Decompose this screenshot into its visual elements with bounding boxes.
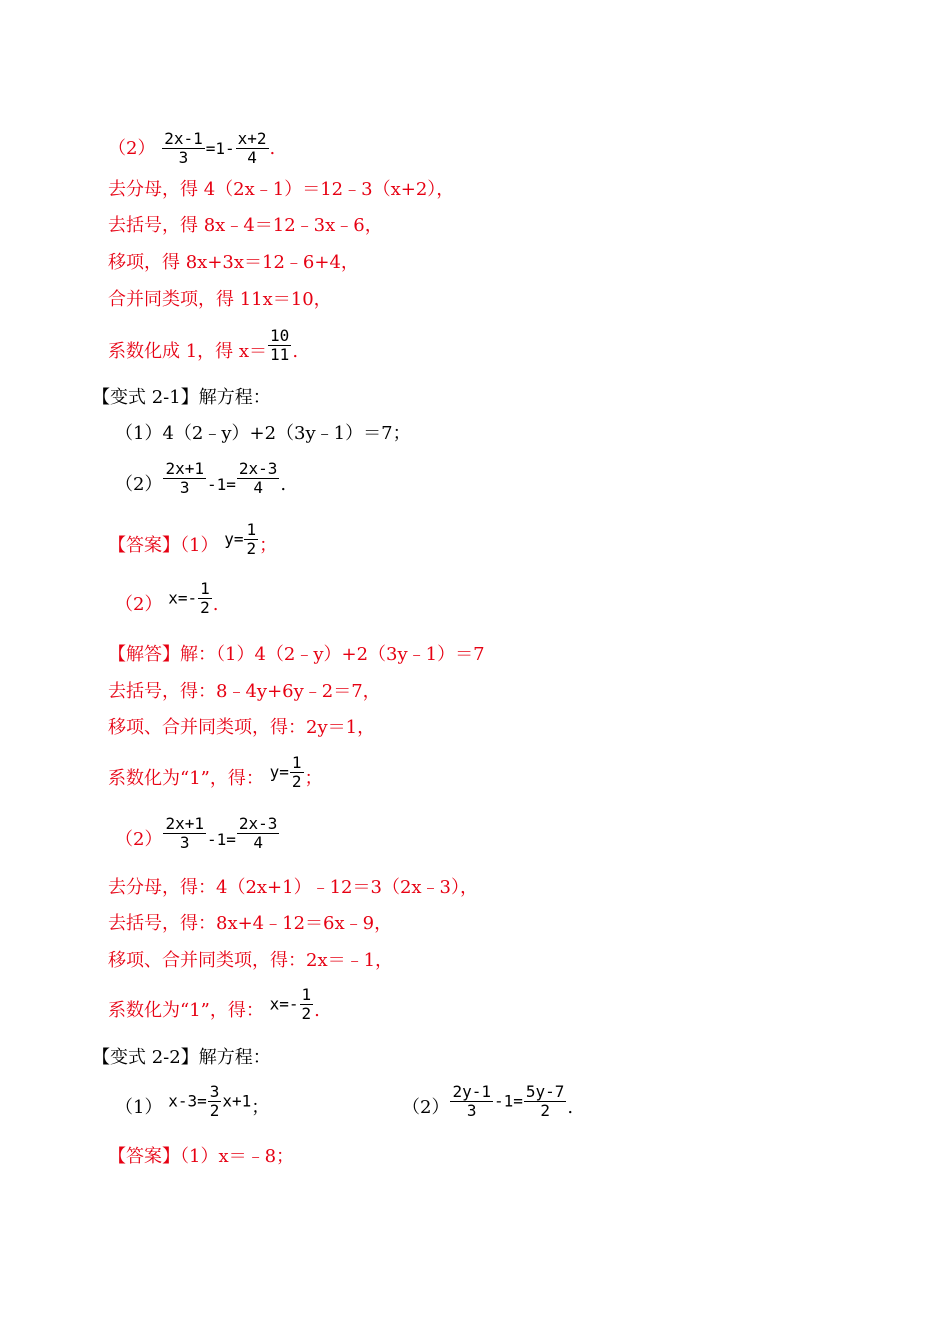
fraction xyxy=(163,460,206,497)
numerator: 1 xyxy=(291,753,302,772)
solution-step: 移项，得 8x+3x＝12﹣6+4， xyxy=(108,252,359,273)
numerator: 1 xyxy=(200,579,210,598)
numerator: 2x-3 xyxy=(238,459,278,478)
answer-tag: 【答案】 xyxy=(108,1146,180,1167)
fraction xyxy=(237,815,280,852)
numerator: x+2 xyxy=(237,129,267,148)
denominator: 4 xyxy=(253,833,263,852)
fraction xyxy=(198,580,212,617)
fraction xyxy=(450,1083,493,1120)
solution-step: 移项、合并同类项，得：2y＝1， xyxy=(108,717,376,738)
denominator: 4 xyxy=(247,148,257,167)
question-2: （2） $\frac{2y-1}{3}$ -1= $\frac{5y-7}{2}$ . xyxy=(402,1082,574,1120)
denominator: 2 xyxy=(291,772,302,791)
solution-step: 系数化为“1”，得： x=- $\frac{1}{2}$ . xyxy=(108,985,320,1023)
solution-step: 去分母，得：4（2x+1）﹣12＝3（2x﹣3）， xyxy=(108,877,479,898)
solution-step: 系数化为“1”，得： y= $\frac{1}{2}$ ； xyxy=(108,753,323,791)
fraction xyxy=(237,460,280,497)
fraction xyxy=(162,130,205,167)
denominator: 3 xyxy=(178,148,189,167)
solution-step: 去括号，得：8﹣4y+6y﹣2＝7， xyxy=(108,681,381,702)
solution-step: 去分母，得 4（2x﹣1）＝12﹣3（x+2）， xyxy=(108,179,455,200)
solution-tag: 【解答】 xyxy=(108,644,180,665)
answer-line: 【答案】（1）x＝﹣8； xyxy=(108,1146,295,1167)
numerator: 2x+1 xyxy=(165,814,204,833)
answer-tag: 【答案】 xyxy=(108,535,180,556)
numerator: 5y-7 xyxy=(525,1082,565,1101)
fraction xyxy=(524,1083,567,1120)
section-title: 【变式 2-2】解方程： xyxy=(92,1047,271,1068)
solution-step: 系数化成 1，得 x＝ $\frac{10}{11}$ . xyxy=(108,326,299,364)
denominator: 2 xyxy=(200,598,210,617)
numerator: 2x+1 xyxy=(165,459,204,478)
solution-head: 【解答】解：（1）4（2﹣y）+2（3y﹣1）＝7 xyxy=(108,644,485,665)
answer-line-1: 【答案】（1） y= $\frac{1}{2}$ ； xyxy=(108,520,278,558)
denominator: 3 xyxy=(179,833,190,852)
numerator: 1 xyxy=(246,520,257,539)
denominator: 2 xyxy=(209,1101,220,1120)
fraction xyxy=(268,327,291,364)
denominator: 3 xyxy=(466,1101,477,1120)
denominator: 2 xyxy=(246,539,257,558)
question-1: （1） x-3= $\frac{3}{2}$ x+1； xyxy=(115,1082,270,1120)
denominator: 2 xyxy=(301,1004,312,1023)
numerator: 10 xyxy=(270,326,290,345)
solution-step: 移项、合并同类项，得：2x＝﹣1， xyxy=(108,950,394,971)
numerator: 2y-1 xyxy=(452,1082,491,1101)
denominator: 4 xyxy=(253,478,263,497)
question-2: （2） $\frac{2x+1}{3}$ -1= $\frac{2x-3}{4}$ . xyxy=(115,459,287,497)
section-title: 【变式 2-1】解方程： xyxy=(92,387,271,408)
fraction xyxy=(163,815,206,852)
fraction xyxy=(236,130,269,167)
answer-line-2: （2） x=- $\frac{1}{2}$ . xyxy=(115,579,219,617)
problem-label: （2） xyxy=(108,138,156,159)
denominator: 11 xyxy=(270,345,290,364)
fraction xyxy=(208,1083,222,1120)
fraction xyxy=(300,986,314,1023)
solution-step: 合并同类项，得 11x＝10， xyxy=(108,289,332,310)
fraction xyxy=(290,754,304,791)
numerator: 3 xyxy=(209,1082,220,1101)
solution-step: 去括号，得：8x+4﹣12＝6x﹣9， xyxy=(108,913,393,934)
numerator: 2x-3 xyxy=(238,814,278,833)
denominator: 3 xyxy=(179,478,190,497)
numerator: 1 xyxy=(301,985,312,1004)
solution-step: 去括号，得 8x﹣4＝12﹣3x﹣6， xyxy=(108,215,383,236)
question-1: （1）4（2﹣y）+2（3y﹣1）＝7； xyxy=(115,423,411,444)
fraction xyxy=(244,521,258,558)
numerator: 2x-1 xyxy=(164,129,203,148)
equation-text: -1= xyxy=(206,475,236,494)
solution-step: （2） $\frac{2x+1}{3}$ -1= $\frac{2x-3}{4}$ xyxy=(115,814,278,852)
period: . xyxy=(269,138,276,159)
denominator: 2 xyxy=(540,1101,550,1120)
equation-text: =1- xyxy=(205,139,235,158)
problem-2-equation xyxy=(108,130,275,168)
